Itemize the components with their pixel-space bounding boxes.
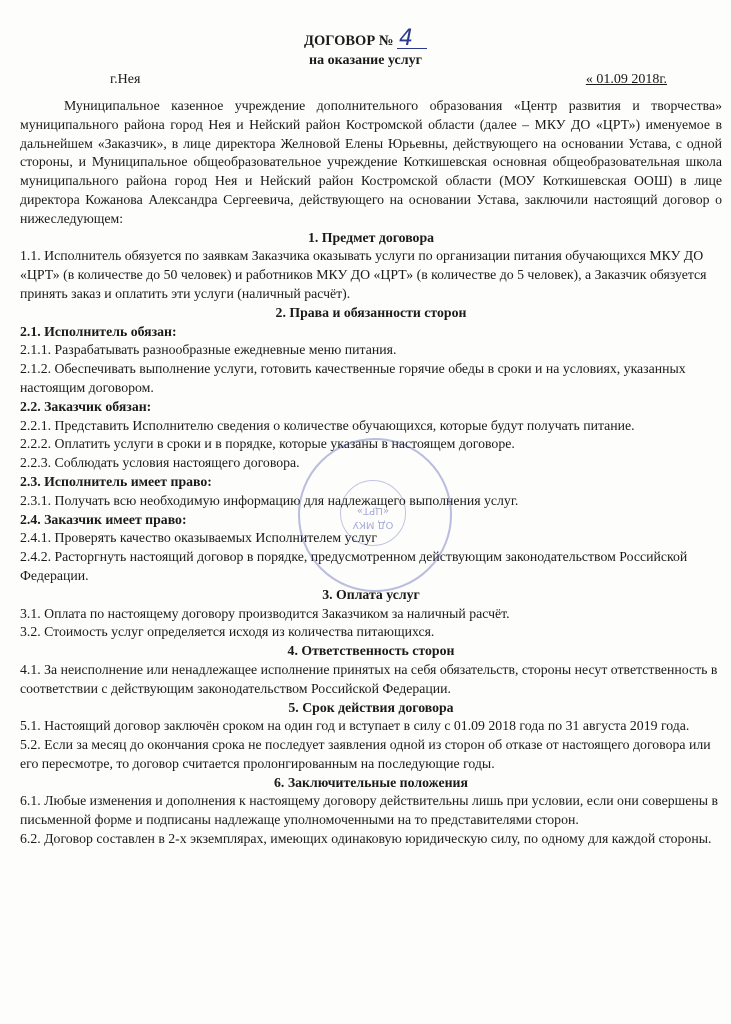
clause-paragraph: 1.1. Исполнитель обязуется по заявкам Заказчика оказывать услуги по организации питания обучающихся МКУ ДО «ЦРТ» (в количестве до 50 человек) и работников МКУ ДО «ЦРТ» (в количестве до 5 человек), а Заказчик обязуется принять заказ и оплатить эти услуги (наличный расчёт). bbox=[20, 248, 707, 301]
contract-title: ДОГОВОР № bbox=[303, 33, 394, 49]
section-heading: 2. Права и обязанности сторон bbox=[275, 304, 467, 320]
subsection-heading: 2.3. Исполнитель имеет право: bbox=[20, 473, 212, 489]
section-heading: 3. Оплата услуг bbox=[322, 586, 420, 602]
clause-paragraph: 2.3.1. Получать всю необходимую информацию для надлежащего выполнения услуг. bbox=[20, 492, 519, 508]
clause-paragraph: 2.2.1. Представить Исполнителю сведения о количестве обучающихся, которые будут получать питание. bbox=[20, 417, 635, 433]
section-heading: 6. Заключительные положения bbox=[274, 774, 468, 790]
clause-paragraph: 5.1. Настоящий договор заключён сроком на один год и вступает в силу с 01.09 2018 года по 31 августа 2019 года. bbox=[20, 718, 690, 734]
section-heading: 4. Ответственность сторон bbox=[287, 643, 455, 659]
contract-place: г.Нея bbox=[110, 72, 141, 87]
clause-paragraph: 3.2. Стоимость услуг определяется исходя из количества питающихся. bbox=[20, 624, 435, 640]
clause-paragraph: 2.2.2. Оплатить услуги в сроки и в порядке, которые указаны в настоящем договоре. bbox=[20, 436, 515, 452]
clause-paragraph: 2.1.2. Обеспечивать выполнение услуги, готовить качественные горячие обеды в сроки и на условиях, указанных настоящим договором. bbox=[20, 361, 686, 395]
stamp-text: ОД МКУ «ЦРТ» bbox=[352, 505, 394, 530]
contract-number-handwritten: 4 bbox=[397, 30, 427, 49]
sections-container bbox=[20, 229, 722, 849]
clause-paragraph: 2.1.1. Разрабатывать разнообразные ежедневные меню питания. bbox=[20, 342, 397, 358]
contract-date: « 01.09 2018г. bbox=[585, 72, 667, 87]
subsection-heading: 2.4. Заказчик имеет право: bbox=[20, 511, 187, 527]
contract-body bbox=[20, 87, 722, 849]
contract-subtitle: на оказание услуг bbox=[309, 53, 422, 68]
clause-paragraph: 4.1. За неисполнение или ненадлежащее исполнение принятых на себя обязательств, стороны несут ответственность в соответствии с действующим законодательством Российской Федерации. bbox=[20, 661, 718, 696]
intro-paragraph: Муниципальное казенное учреждение дополнительного образования «Центр развития и творчества» муниципального района город Нея и Нейский район Костромской области (далее – МКУ ДО «ЦРТ») именуемое в дальнейшем «Заказчик», в лице директора Желновой Елены Юрьевны, действующего на основании Устава, с одной стороны, и Муниципальное общеобразовательное учреждение Коткишевская основная общеобразовательная школа муниципального района город Нея и Нейский район Костромской области (МОУ Коткишевская ООШ) в лице директора Кожанова Александра Сергеевича, действующего на основании Устава, заключили настоящий договор о нижеследующем: bbox=[20, 98, 722, 226]
subsection-heading: 2.2. Заказчик обязан: bbox=[20, 398, 152, 414]
section-heading: 1. Предмет договора bbox=[307, 229, 435, 245]
clause-paragraph: 2.4.2. Расторгнуть настоящий договор в порядке, предусмотренном действующим законодательством Российской Федерации. bbox=[20, 549, 688, 583]
section-heading: 5. Срок действия договора bbox=[288, 699, 454, 715]
clause-paragraph: 2.2.3. Соблюдать условия настоящего договора. bbox=[20, 455, 300, 471]
contract-title-line bbox=[0, 26, 731, 51]
clause-paragraph: 6.2. Договор составлен в 2-х экземплярах, имеющих одинаковую юридическую силу, по одному для каждой стороны. bbox=[20, 831, 712, 847]
clause-paragraph: 2.4.1. Проверять качество оказываемых Исполнителем услуг bbox=[20, 530, 378, 546]
clause-paragraph: 5.2. Если за месяц до окончания срока не последует заявления одной из сторон об отказе от настоящего договора или его пересмотре, то договор считается пролонгированным на последующие годы. bbox=[20, 737, 711, 771]
clause-paragraph: 6.1. Любые изменения и дополнения к настоящему договору действительны лишь при условии, если они совершены в письменной форме и подписаны надлежаще уполномоченными на то представителями сторон. bbox=[20, 793, 719, 828]
clause-paragraph: 3.1. Оплата по настоящему договору производится Заказчиком за наличный расчёт. bbox=[20, 605, 510, 621]
subsection-heading: 2.1. Исполнитель обязан: bbox=[20, 323, 177, 339]
